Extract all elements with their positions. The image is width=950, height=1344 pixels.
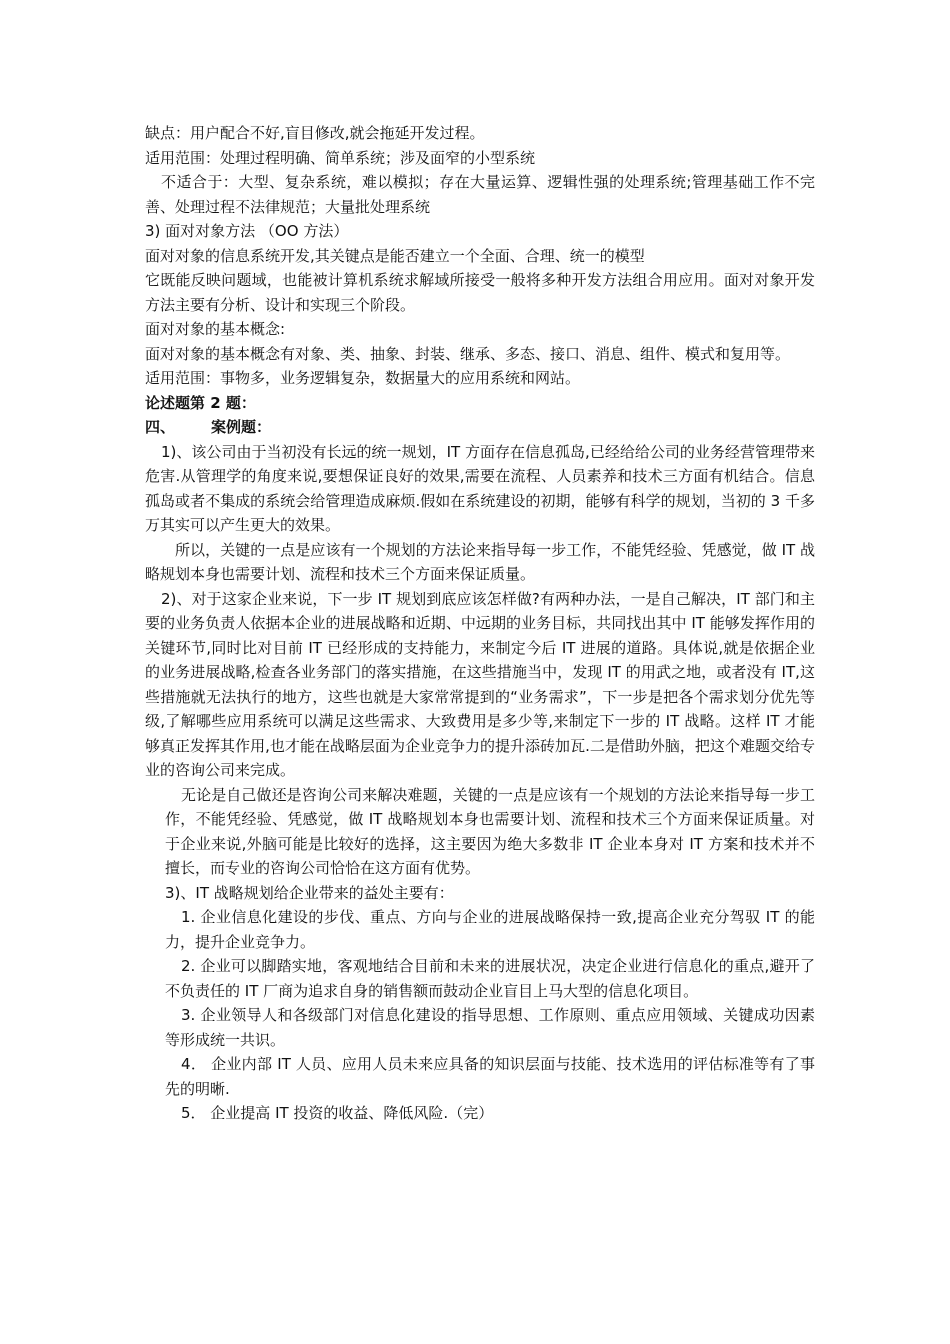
paragraph-oo-key-point: 面对对象的信息系统开发,其关键点是能否建立一个全面、合理、统一的模型 [145,246,645,265]
heading-text: 案例题： [211,418,272,436]
paragraph-not-suitable: 不适合于：大型、复杂系统，难以模拟；存在大量运算、逻辑性强的处理系统;管理基础工作不完善、处理过程不法律规范；大量批处理系统 [145,173,815,216]
paragraph-oo-concepts: 面对对象的基本概念有对象、类、抽象、封装、继承、多态、接口、消息、组件、模式和复用等。 [145,344,791,363]
list-item-benefit-2: 2. 企业可以脚踏实地，客观地结合目前和未来的进展状况，决定企业进行信息化的重点,避开了不负责任的 IT 厂商为追求自身的销售额而鼓动企业盲目上马大型的信息化项目。 [165,957,815,1000]
heading-essay-question: 论述题第 2 题： [145,393,256,412]
paragraph-oo-scope: 适用范围：事物多，业务逻辑复杂，数据量大的应用系统和网站。 [145,369,581,387]
document-body [145,121,815,1126]
list-item-benefit-4: 4． 企业内部 IT 人员、应用人员未来应具备的知识层面与技能、技术选用的评估标准等有了事先的明晰. [165,1055,815,1098]
paragraph-case-2: 2)、对于这家企业来说，下一步 IT 规划到底应该怎样做?有两种办法，一是自己解决，IT 部门和主要的业务负责人依据本企业的进展战略和近期、中远期的业务目标，共同找出其中 IT 能够发挥作用的关键环节,同时比对目前 IT 已经形成的支持能力，来制定今后 IT 进展的道路。具体说,就是依据企业的业务进展战略,检查各业务部门的落实措施，在这些措施当中，发现 IT 的用武之地，或者没有 IT,这些措施就无法执行的地方，这些也就是大家常常提到的“业务需求”，下一步是把各个需求划分优先等级,了解哪些应用系统可以满足这些需求、大致费用是多少等,来制定下一步的 IT 战略。这样 IT 才能够真正发挥其作用,也才能在战略层面为企业竞争力的提升添砖加瓦.二是借助外脑，把这个难题交给专业的咨询公司来完成。 [145,589,815,779]
heading-case-study [145,415,815,440]
paragraph-case-3-title: 3)、IT 战略规划给企业带来的益处主要有： [165,883,454,902]
paragraph-oo-description: 它既能反映问题域，也能被计算机系统求解域所接受一般将多种开发方法组合用应用。面对对象开发方法主要有分析、设计和实现三个阶段。 [145,271,815,314]
list-item-benefit-5: 5． 企业提高 IT 投资的收益、降低风险.（完） [181,1104,494,1122]
list-item-benefit-1: 1. 企业信息化建设的步伐、重点、方向与企业的进展战略保持一致,提高企业充分驾驭 IT 的能力，提升企业竞争力。 [165,908,815,951]
paragraph-case-2-conclusion: 无论是自己做还是咨询公司来解决难题，关键的一点是应该有一个规划的方法论来指导每一步工作，不能凭经验、凭感觉，做 IT 战略规划本身也需要计划、流程和技术三个方面来保证质量。对于企业来说,外脑可能是比较好的选择，这主要因为绝大多数非 IT 企业本身对 IT 方案和技术并不擅长，而专业的咨询公司恰恰在这方面有优势。 [165,785,815,877]
paragraph-case-1-conclusion: 所以，关键的一点是应该有一个规划的方法论来指导每一步工作，不能凭经验、凭感觉，做 IT 战略规划本身也需要计划、流程和技术三个方面来保证质量。 [145,540,815,583]
paragraph-case-1: 1)、该公司由于当初没有长远的统一规划，IT 方面存在信息孤岛,已经给给公司的业务经营管理带来危害.从管理学的角度来说,要想保证良好的效果,需要在流程、人员素养和技术三方面有机结合。信息孤岛或者不集成的系统会给管理造成麻烦.假如在系统建设的初期，能够有科学的规划，当初的 3 千多万其实可以产生更大的效果。 [145,442,815,534]
paragraph-oo-concepts-title: 面对对象的基本概念: [145,320,286,338]
paragraph-scope: 适用范围：处理过程明确、简单系统；涉及面窄的小型系统 [145,148,536,167]
list-item-benefit-3: 3. 企业领导人和各级部门对信息化建设的指导思想、工作原则、重点应用领域、关键成功因素等形成统一共识。 [165,1006,815,1049]
paragraph-oo-method-title: 3) 面对对象方法 （OO 方法） [145,222,349,240]
heading-number: 四、 [145,418,176,436]
indented-block [145,783,815,1126]
paragraph-drawbacks: 缺点：用户配合不好,盲目修改,就会拖延开发过程。 [145,124,485,142]
